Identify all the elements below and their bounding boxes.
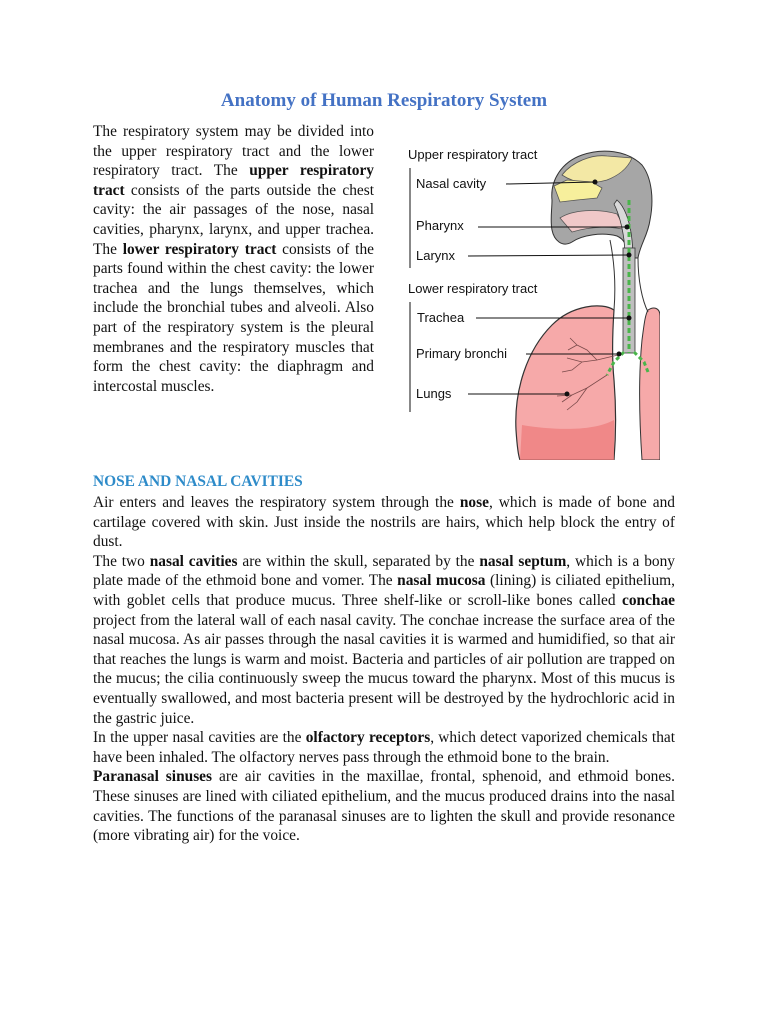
- intro-text-2: consists of the parts outside the chest cavity: the air passages of the nose, nasal cavities, pharynx, larynx, and upper trachea. The: [93, 181, 374, 258]
- neck-outline: [638, 258, 648, 312]
- p2-text-4: (lining) is ciliated epithelium, with goblet cells that produce mucus. Three shelf-like or scroll-like bones called: [93, 572, 675, 609]
- intro-paragraph: [93, 122, 374, 396]
- label-lungs: Lungs: [416, 386, 452, 401]
- paragraph-olfactory: [93, 728, 675, 767]
- paragraph-nose: [93, 493, 675, 552]
- lower-tract-heading: Lower respiratory tract: [408, 281, 538, 296]
- intro-text-3: consists of the parts found within the chest cavity: the lower trachea and the lungs themselves, which include the bronchial tubes and alveoli. Also part of the respiratory system is the pleural membranes and the respiratory muscles that form the chest cavity: the diaphragm and intercostal muscles.: [93, 240, 374, 395]
- page-title: Anatomy of Human Respiratory System: [220, 90, 548, 111]
- label-primary-bronchi: Primary bronchi: [416, 346, 508, 361]
- p2-bold-conchae: conchae: [621, 591, 675, 609]
- p3-bold-olfactory-receptors: olfactory receptors: [305, 729, 431, 747]
- label-larynx: Larynx: [416, 248, 456, 263]
- label-pharynx: Pharynx: [416, 218, 464, 233]
- intro-bold-lower-tract: lower respiratory tract: [122, 240, 277, 258]
- paragraph-sinuses: [93, 767, 675, 845]
- upper-tract-heading: Upper respiratory tract: [408, 147, 538, 162]
- p1-text-1: Air enters and leaves the respiratory system through the: [93, 494, 460, 511]
- p2-text-2: are within the skull, separated by the: [237, 552, 480, 570]
- label-trachea: Trachea: [417, 310, 465, 325]
- intro-bold-upper-tract: upper respiratory tract: [93, 162, 374, 199]
- p1-text-2: , which is made of bone and cartilage covered with skin. Just inside the nostrils are hairs, which help block the entry of dust.: [93, 494, 675, 551]
- p3-text-2: , which detect vaporized chemicals that have been inhaled. The olfactory nerves pass through the ethmoid bone to the brain.: [93, 729, 675, 766]
- p1-bold-nose: nose: [459, 494, 489, 511]
- p4-text-1: are air cavities in the maxillae, frontal, sphenoid, and ethmoid bones. These sinuses are lined with ciliated epithelium, and the mucus produced drains into the nasal cavities. The functions of the paranasal sinuses are to lighten the skull and provide resonance (more vibrating air) for the voice.: [93, 768, 676, 845]
- p2-bold-nasal-mucosa: nasal mucosa: [397, 572, 486, 590]
- neck-outline-left: [610, 240, 615, 310]
- paragraph-nasal-cavities: [93, 552, 675, 728]
- p2-text-3: , which is a bony plate made of the ethmoid bone and vomer. The: [93, 552, 675, 590]
- right-lung-shape: [640, 308, 660, 460]
- respiratory-diagram: [402, 140, 660, 460]
- p2-bold-nasal-septum: nasal septum: [479, 552, 567, 570]
- leader-larynx: [468, 255, 629, 256]
- section-heading: NOSE AND NASAL CAVITIES: [93, 473, 303, 490]
- section-body: [93, 493, 675, 846]
- p3-text-1: In the upper nasal cavities are the: [93, 729, 306, 747]
- label-nasal-cavity: Nasal cavity: [416, 176, 487, 191]
- intro-text-1: The respiratory system may be divided into the upper respiratory tract and the lower respiratory tract. The: [93, 123, 374, 180]
- p2-text-5: project from the lateral wall of each nasal cavity. The conchae increase the surface area of the nasal mucosa. As air passes through the nasal cavities it is warmed and humidified, so that air that reaches the lungs is warm and moist. Bacteria and particles of air pollution are trapped on the mucus; the cilia continuously sweep the mucus toward the pharynx. Most of this mucus is eventually swallowed, and most bacteria present will be destroyed by the hydrochloric acid in the gastric juice.: [93, 611, 675, 727]
- p2-text-1: The two: [93, 552, 150, 570]
- p4-bold-paranasal-sinuses: Paranasal sinuses: [93, 768, 213, 786]
- p2-bold-nasal-cavities: nasal cavities: [149, 552, 238, 570]
